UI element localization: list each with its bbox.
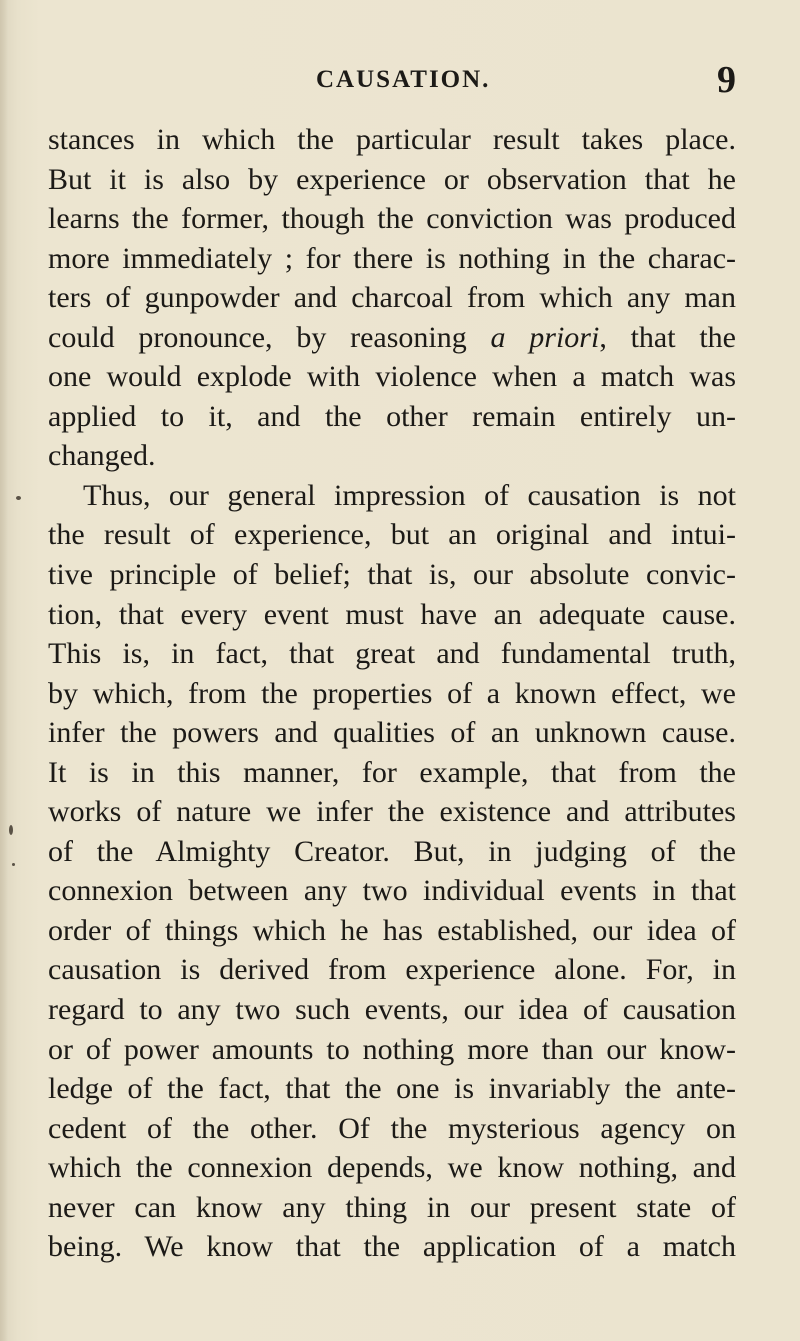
text-line: tion, that every event must have an adequate cause. (48, 597, 736, 631)
text-line: learns the former, though the conviction was produced (48, 202, 736, 236)
text-run: could pronounce, by reasoning (48, 320, 491, 354)
text-line: stances in which the particular result takes place. (48, 123, 736, 156)
text-line: changed. (48, 439, 156, 473)
text-line: It is in this manner, for example, that from the (48, 755, 736, 789)
text-line: But it is also by experience or observation that he (48, 162, 736, 196)
paragraph-start-line: Thus, our general impression of causation is not (83, 478, 736, 512)
text-line: connexion between any two individual events in that (48, 874, 736, 908)
text-line: being. We know that the application of a match (48, 1230, 736, 1264)
ink-speck (9, 825, 13, 835)
text-line: cedent of the other. Of the mysterious agency on (48, 1111, 736, 1145)
ink-speck (12, 863, 15, 866)
text-line: which the connexion depends, we know nothing, and (48, 1151, 736, 1185)
page-header (316, 59, 736, 110)
text-line: infer the powers and qualities of an unknown cause. (48, 716, 736, 750)
body-text (48, 120, 736, 1267)
italic-phrase: a priori (490, 320, 600, 354)
text-line: order of things which he has established, our idea of (48, 913, 736, 947)
text-line: never can know any thing in our present state of (48, 1190, 736, 1224)
text-line: more immediately ; for there is nothing in the charac- (48, 241, 736, 275)
text-line: by which, from the properties of a known effect, we (48, 676, 736, 710)
page-number: 9 (717, 59, 736, 101)
text-line: or of power amounts to nothing more than our know- (48, 1032, 736, 1066)
text-line: regard to any two such events, our idea of causation (48, 993, 736, 1027)
text-line: of the Almighty Creator. But, in judging of the (48, 834, 736, 868)
text-line (48, 318, 736, 358)
text-line: one would explode with violence when a match was (48, 360, 736, 394)
text-line: applied to it, and the other remain entirely un- (48, 399, 736, 433)
text-line: ters of gunpowder and charcoal from which any man (48, 281, 736, 315)
ink-speck (16, 496, 21, 500)
text-line: This is, in fact, that great and fundamental truth, (48, 637, 736, 671)
text-line: the result of experience, but an original and intui- (48, 518, 736, 552)
gutter-shadow (0, 0, 8, 1341)
text-line: causation is derived from experience alone. For, in (48, 953, 736, 987)
running-head: CAUSATION. (316, 66, 491, 93)
text-run: , that the (599, 320, 736, 354)
text-line: tive principle of belief; that is, our absolute convic- (48, 558, 736, 592)
text-line: works of nature we infer the existence and attributes (48, 795, 736, 829)
text-line: ledge of the fact, that the one is invariably the ante- (48, 1072, 736, 1106)
